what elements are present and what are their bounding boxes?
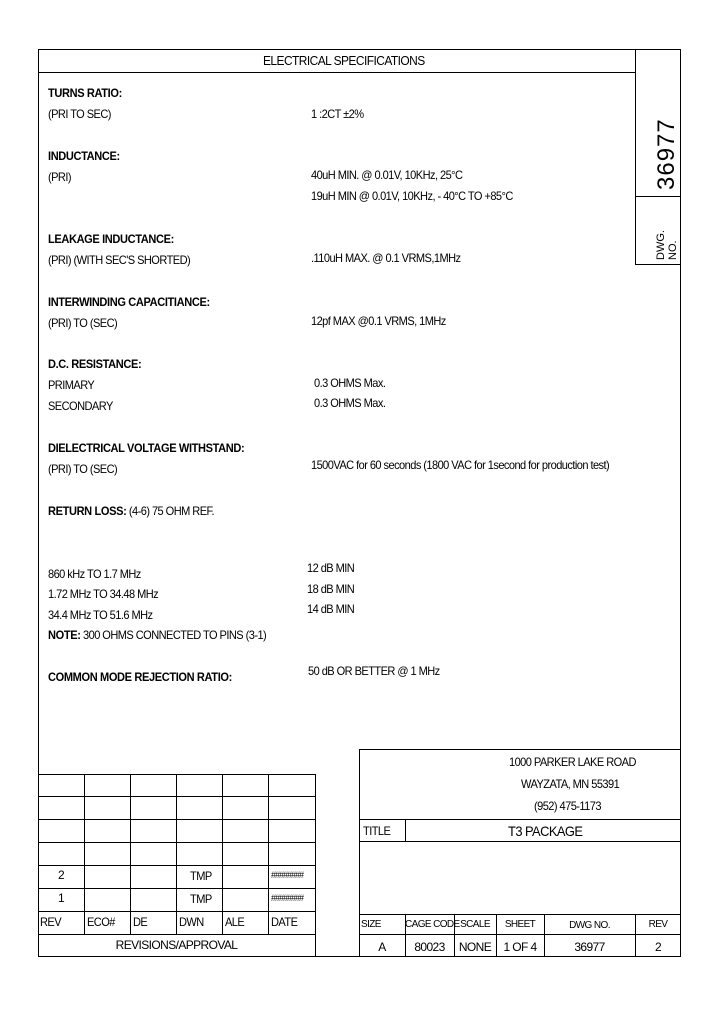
- resistance-secondary-label: SECONDARY: [48, 399, 113, 413]
- dwg-label-line1: DWG.: [655, 230, 667, 260]
- tb-value-sheet: 1 OF 4: [503, 940, 537, 954]
- dwg-box-bottom: [635, 264, 681, 265]
- return-loss-row-1-label: 860 kHz TO 1.7 MHz: [48, 567, 141, 581]
- resistance-secondary-value: 0.3 OHMS Max.: [314, 396, 386, 410]
- tb-header-rev: REV: [648, 919, 668, 930]
- return-loss-note: (4-6) 75 OHM REF.: [126, 504, 215, 518]
- return-loss-row-3-label: 34.4 MHz TO 51.6 MHz: [48, 608, 153, 622]
- cmrr-value: 50 dB OR BETTER @ 1 MHz: [308, 664, 440, 678]
- capacitance-heading: INTERWINDING CAPACITIANCE:: [48, 295, 210, 309]
- rev-col-4: [222, 774, 223, 934]
- rev-row-2-tmp: TMP: [190, 869, 212, 883]
- tb-header-cage: CAGE CODE: [405, 919, 460, 930]
- tb-header-size: SIZE: [361, 919, 381, 930]
- inductance-heading: INDUCTANCE:: [48, 149, 120, 163]
- tb-title-divider: [405, 819, 406, 841]
- rev-header-date: DATE: [271, 915, 298, 929]
- rev-col-2: [130, 774, 131, 934]
- rev-col-1: [84, 774, 85, 934]
- dwg-label-line2: NO.: [667, 240, 679, 260]
- return-loss-line: [48, 504, 214, 518]
- return-loss-note-line: [48, 628, 266, 642]
- rev-header-ale: ALE: [225, 915, 245, 929]
- inductance-value-1: 40uH MIN. @ 0.01V, 10KHz, 25°C: [311, 168, 463, 182]
- phone-number: (952) 475-1173: [534, 799, 601, 813]
- rev-row-1-date: ########: [271, 893, 304, 903]
- address-line-2: WAYZATA, MN 55391: [521, 777, 620, 791]
- return-loss-heading: RETURN LOSS:: [48, 504, 127, 518]
- leakage-heading: LEAKAGE INDUCTANCE:: [48, 232, 174, 246]
- rev-col-3: [176, 774, 177, 934]
- inductance-value-2: 19uH MIN @ 0.01V, 10KHz, - 40°C TO +85°C: [311, 189, 513, 203]
- return-loss-row-1-value: 12 dB MIN: [307, 561, 355, 575]
- turns-ratio-value: 1 :2CT ±2%: [311, 107, 364, 121]
- turns-ratio-heading: TURNS RATIO:: [48, 86, 122, 100]
- tb-value-size: A: [378, 940, 386, 954]
- tb-value-cage: 80023: [414, 940, 445, 954]
- tb-info-top: [359, 914, 681, 915]
- return-loss-row-2-value: 18 dB MIN: [307, 582, 355, 596]
- dwg-box-divider: [635, 49, 636, 264]
- title-label: TITLE: [363, 824, 391, 838]
- title-underline: [38, 72, 635, 73]
- return-loss-row-3-value: 14 dB MIN: [307, 602, 355, 616]
- withstand-heading: DIELECTRICAL VOLTAGE WITHSTAND:: [48, 441, 245, 455]
- capacitance-label: (PRI) TO (SEC): [48, 316, 118, 330]
- tb-header-dwgno: DWG NO.: [569, 920, 610, 931]
- revisions-approval-label: REVISIONS/APPROVAL: [115, 938, 238, 952]
- resistance-heading: D.C. RESISTANCE:: [48, 357, 142, 371]
- return-loss-row-2-label: 1.72 MHz TO 34.48 MHz: [48, 587, 159, 601]
- turns-ratio-label: (PRI TO SEC): [48, 107, 111, 121]
- rev-row-1-rev: 1: [57, 891, 65, 905]
- resistance-primary-label: PRIMARY: [48, 378, 95, 392]
- tb-header-sheet: SHEET: [504, 919, 536, 930]
- rev-col-5: [268, 774, 269, 934]
- withstand-value: 1500VAC for 60 seconds (1800 VAC for 1second for production test): [311, 458, 610, 472]
- leakage-value: .110uH MAX. @ 0.1 VRMS,1MHz: [311, 251, 461, 265]
- rev-col-6: [315, 774, 316, 957]
- title-value: T3 PACKAGE: [508, 823, 583, 839]
- rev-row-2-rev: 2: [57, 868, 65, 882]
- note-label: NOTE:: [48, 628, 81, 642]
- rev-header-dwn: DWN: [179, 915, 204, 929]
- rev-header-de: DE: [133, 915, 148, 929]
- address-line-1: 1000 PARKER LAKE ROAD: [509, 755, 636, 769]
- resistance-primary-value: 0.3 OHMS Max.: [314, 376, 386, 390]
- page-title: ELECTRICAL SPECIFICATIONS: [263, 53, 425, 68]
- rev-row-1-tmp: TMP: [190, 892, 212, 906]
- dwg-box-separator: [635, 196, 681, 197]
- leakage-label: (PRI) (WITH SEC'S SHORTED): [48, 253, 191, 267]
- note-text: 300 OHMS CONNECTED TO PINS (3-1): [80, 628, 267, 642]
- capacitance-value: 12pf MAX @0.1 VRMS, 1MHz: [311, 314, 446, 328]
- dwg-number: 36977: [653, 118, 680, 190]
- cmrr-heading: COMMON MODE REJECTION RATIO:: [48, 670, 232, 684]
- rev-header-eco: ECO#: [87, 915, 115, 929]
- inductance-label: (PRI): [48, 170, 71, 184]
- tb-top: [359, 749, 681, 750]
- rev-header-rev: REV: [40, 915, 62, 929]
- tb-value-rev: 2: [654, 940, 662, 954]
- rev-line-7: [38, 934, 315, 935]
- withstand-label: (PRI) TO (SEC): [48, 462, 118, 476]
- rev-row-2-date: ########: [271, 870, 304, 880]
- tb-info-mid: [359, 934, 681, 935]
- tb-title-bottom: [359, 841, 681, 842]
- tb-value-scale: NONE: [458, 940, 492, 954]
- tb-header-scale: SCALE: [460, 919, 490, 930]
- tb-title-top: [359, 819, 681, 820]
- tb-value-dwgno: 36977: [574, 940, 605, 954]
